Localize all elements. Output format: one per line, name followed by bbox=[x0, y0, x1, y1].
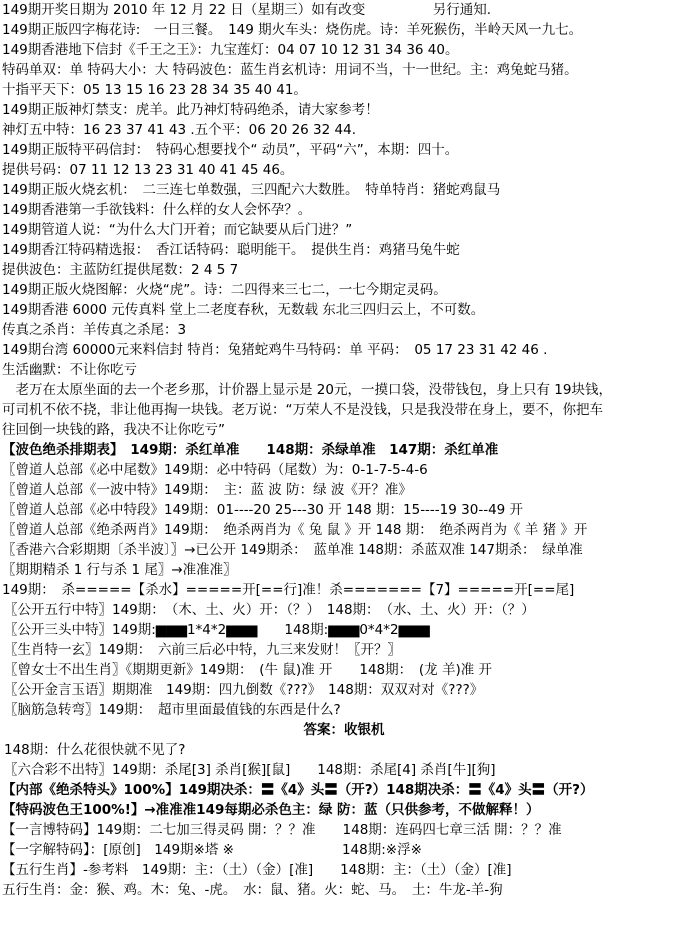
underground-letter-line: 149期香港地下信封《千王之王》：九宝莲灯：04 07 10 12 31 34 36 40。 bbox=[2, 42, 459, 58]
one-word-code-line: 【一言博特码】149期：二七加三得灵码 開：？？准 148期：连码四七章三活 開：？？准 bbox=[2, 822, 562, 838]
fire-mystery-line: 149期正版火烧玄机： 二三连七单数强，三四配六大数胜。 特单特肖：猪蛇鸡鼠马 bbox=[2, 182, 501, 198]
humor-paragraph-line-1: 老万在太原坐面的去一个老乡那，计价器上显示是 20元，一摸口袋，没带钱包，身上只有 19块钱， bbox=[2, 382, 612, 398]
flat-code-letter: 149期正版特平码信封： 特码心想要找个“ 动员”，平码“六”，本期：四十。 bbox=[2, 142, 459, 158]
wave-color-tail-line: 提供波色：主蓝防红提供尾数：2 4 5 7 bbox=[2, 262, 239, 278]
five-elements-line: 〖公开五行中特〗149期： （木、土、火）开：（？） 148期： （水、土、火）开：（？） bbox=[4, 602, 535, 618]
one-wave-line: 〖曾道人总部《一波中特》149期： 主：蓝 波 防：绿 波《开？准》 bbox=[2, 482, 412, 498]
humor-paragraph-line-3: 往回倒一块钱的路，我决不让你吃亏” bbox=[2, 422, 225, 438]
magic-lamp-ban: 149期正版神灯禁支：虎羊。此乃神灯特码绝杀，请大家参考！ bbox=[2, 102, 379, 118]
wave-king-line: 【特码波色王100%!】→准准准149每期必杀色主：绿 防：蓝（只供参考，不做解释！） bbox=[2, 802, 540, 818]
five-elements-zodiac-ref: 【五行生肖】-参考料 149期：主：（土）（金）[准] 148期：主：（土）（金）[准] bbox=[2, 862, 512, 878]
one-char-line: 【一字解特码】：[原创] 149期※塔 ※ 148期:※浮※ bbox=[2, 842, 422, 858]
kill-head-line: 【内部《绝杀特头》100%】149期决杀：〓《4》头〓（开?）148期决杀：〓《4》头〓（开?） bbox=[2, 782, 594, 798]
pipe-man-says-line: 149期管道人说：“为什么大门开着；而它缺要从后门进？” bbox=[2, 222, 353, 238]
kill-two-zodiac-line: 〖曾道人总部《绝杀两肖》149期： 绝杀两肖为《 兔 鼠 》开 148 期： 绝杀两肖为《 羊 猪 》开 bbox=[2, 522, 588, 538]
no-special-line: 〖六合彩不出特〗149期：杀尾[3] 杀肖[猴][鼠] 148期：杀尾[4] 杀肖[牛][狗] bbox=[4, 762, 496, 778]
five-elements-zodiac-list: 五行生肖：金：猴、鸡。木：兔、-虎。 水：鼠、猪。火：蛇、马。 土：牛龙-羊-狗 bbox=[2, 882, 503, 898]
answer-line: 答案：收银机 bbox=[303, 722, 385, 738]
humor-title: 生活幽默：不让你吃亏 bbox=[2, 362, 137, 378]
fax-kill-line: 传真之杀肖：羊传真之杀尾：3 bbox=[2, 322, 187, 338]
three-heads-line: 〖公开三头中特〗149期:▆▆▆1*4*2▆▆▆ 148期:▆▆▆0*4*2▆▆▆ bbox=[4, 622, 430, 638]
tail-number-line: 〖曾道人总部《必中尾数》149期：必中特码（尾数）为：0-1-7-5-4-6 bbox=[2, 462, 428, 478]
wave-color-schedule: 【波色绝杀排期表】 149期：杀红单准 148期：杀绿单准 147期：杀红单准 bbox=[2, 442, 499, 458]
plum-poem-line: 149期正版四字梅花诗: 一日三餐。 149 期火车头：烧伤虎。诗：羊死猴伤，半岭天风一九七。 bbox=[2, 22, 583, 38]
special-segment-line: 〖曾道人总部《必中特段》149期：01----20 25---30 开 148 期：15----19 30--49 开 bbox=[2, 502, 524, 518]
row-tail-kill-title: 〖期期精杀 1 行与杀 1 尾〗→准准准〗 bbox=[2, 562, 237, 578]
hk-first-hand-line: 149期香港第一手欲钱料：什么样的女人会怀孕？。 bbox=[2, 202, 312, 218]
zodiac-mystery-line: 〖生肖特一玄〗149期： 六前三后必中特，九三来发财！〖开？〗 bbox=[4, 642, 402, 658]
xiangjiang-report-line: 149期香江特码精选报： 香江话特码：聪明能干。 提供生肖：鸡猪马兔牛蛇 bbox=[2, 242, 460, 258]
draw-date-line: 149期开奖日期为 2010 年 12 月 22 日（星期三）如有改变 另行通知. bbox=[2, 2, 492, 18]
brain-teaser-line: 〖脑筋急转弯〗149期： 超市里面最值钱的东西是什么? bbox=[4, 702, 341, 718]
provided-numbers: 提供号码：07 11 12 13 23 31 40 41 45 46。 bbox=[2, 162, 294, 178]
magic-lamp-five: 神灯五中特：16 23 37 41 43 .五个平：06 20 26 32 44. bbox=[2, 122, 356, 138]
taiwan-letter-line: 149期台湾 60000元来料信封 特肖：兔猪蛇鸡牛马特码：单 平码： 05 17 23 31 42 46 . bbox=[2, 342, 548, 358]
ten-finger-numbers: 十指平天下：05 13 15 16 23 28 34 35 40 41。 bbox=[2, 82, 307, 98]
golden-words-line: 〖公开金言玉语〗期期准 149期：四九倒数《???》 148期：双双对对《???》 bbox=[4, 682, 484, 698]
half-wave-kill-line: 〖香港六合彩期期〔杀半波〕〗→已公开 149期杀： 蓝单准 148期：杀蓝双准 147期杀： 绿单准 bbox=[2, 542, 583, 558]
hk-fax-line: 149期香港 6000 元传真料 堂上二老度春秋，无数载 东北三四归云上，不可数。 bbox=[2, 302, 485, 318]
row-tail-kill-line: 149期： 杀=====【杀水】=====开[==行]准！杀=======【7】=====开[==尾] bbox=[2, 582, 575, 598]
ms-zeng-line: 〖曾女士不出生肖〗《期期更新》149期： (牛 鼠)准 开 148期： (龙 羊)准 开 bbox=[4, 662, 493, 678]
special-code-attributes: 特码单双：单 特码大小：大 特码波色：蓝生肖玄机诗：用词不当，十一世纪。主：鸡兔蛇马猪。 bbox=[2, 62, 578, 78]
humor-paragraph-line-2: 可司机不依不挠，非让他再掏一块钱。老万说：“万荣人不是没钱，只是我没带在身上，要不，你把车 bbox=[2, 402, 603, 418]
fire-diagram-line: 149期正版火烧图解：火烧“虎”。诗：二四得来三七二，一七今期定灵码。 bbox=[2, 282, 447, 298]
teaser-148-line: 148期：什么花很快就不见了? bbox=[4, 742, 186, 758]
